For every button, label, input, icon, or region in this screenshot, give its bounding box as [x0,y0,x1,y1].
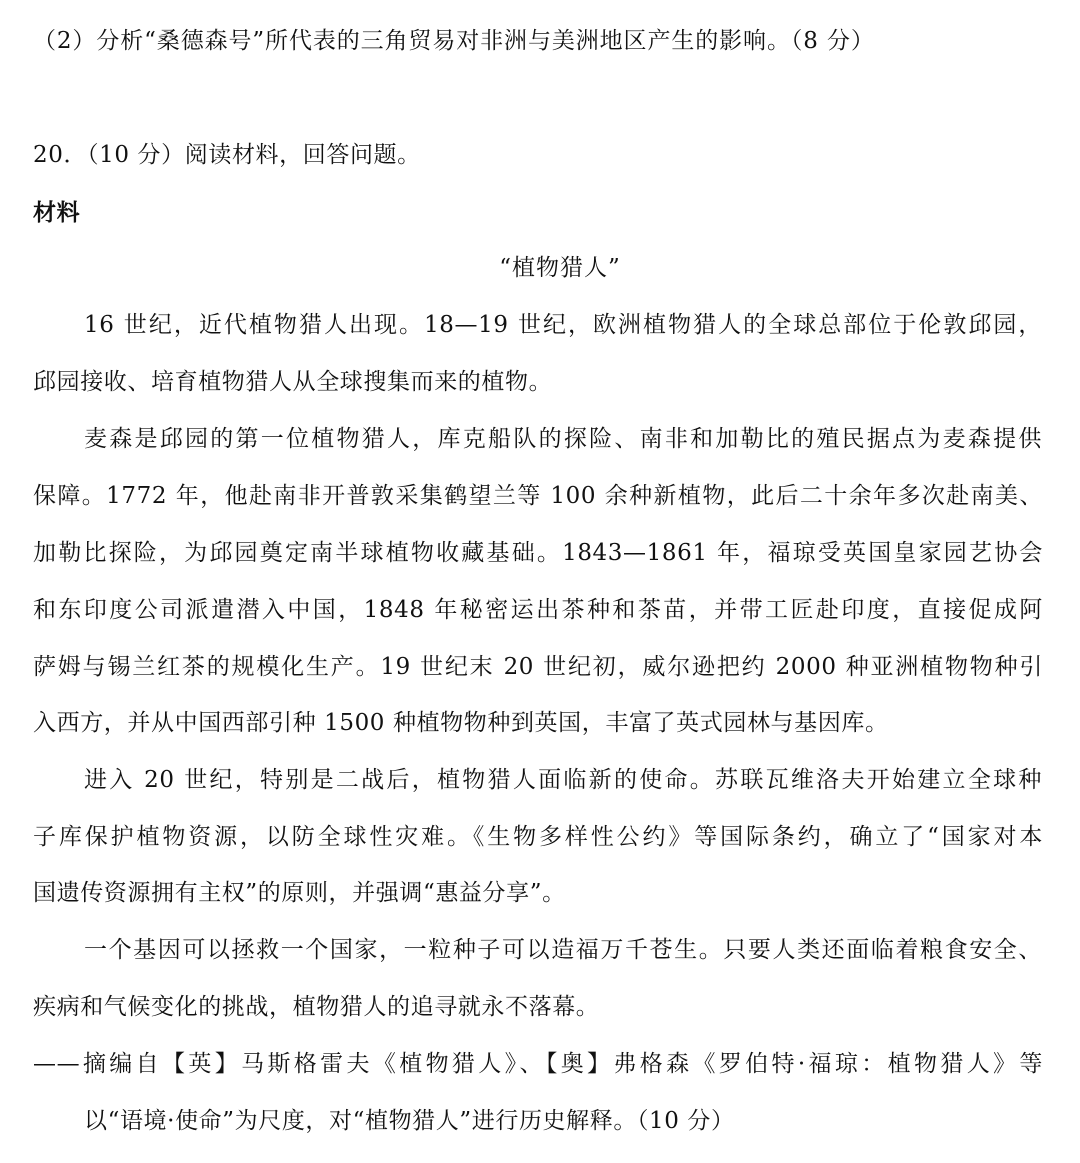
material-line: 加勒比探险，为邱园奠定南半球植物收藏基础。1843—1861 年，福琼受英国皇家园艺协会 [33,540,1043,566]
material-line: 邱园接收、培育植物猎人从全球搜集而来的植物。 [33,369,553,395]
question-task: 以“语境·使命”为尺度，对“植物猎人”进行历史解释。（10 分） [84,1108,735,1134]
material-line: 保障。1772 年，他赴南非开普敦采集鹤望兰等 100 余种新植物，此后二十余年多次赴南美、 [33,483,1043,509]
material-line: 麦森是邱园的第一位植物猎人，库克船队的探险、南非和加勒比的殖民据点为麦森提供 [84,426,1042,452]
material-label: 材料 [33,200,81,226]
material-line: 和东印度公司派遣潜入中国，1848 年秘密运出茶种和茶苗，并带工匠赴印度，直接促成阿 [33,597,1043,623]
question-2-text: （2）分析“桑德森号”所代表的三角贸易对非洲与美洲地区产生的影响。（8 分） [33,28,875,54]
material-line: 萨姆与锡兰红茶的规模化生产。19 世纪末 20 世纪初，威尔逊把约 2000 种亚洲植物物种引 [33,654,1043,680]
material-title: “植物猎人” [499,255,621,281]
material-line: 子库保护植物资源，以防全球性灾难。《生物多样性公约》等国际条约，确立了“国家对本 [33,824,1043,850]
material-line: 16 世纪，近代植物猎人出现。18—19 世纪，欧洲植物猎人的全球总部位于伦敦邱园， [84,312,1042,338]
material-line: 一个基因可以拯救一个国家，一粒种子可以造福万千苍生。只要人类还面临着粮食安全、 [84,937,1042,963]
question-20-header: 20．（10 分）阅读材料，回答问题。 [33,142,421,168]
material-source: ——摘编自【英】马斯格雷夫《植物猎人》、【奥】弗格森《罗伯特·福琼：植物猎人》等 [33,1051,1043,1077]
material-line: 疾病和气候变化的挑战，植物猎人的追寻就永不落幕。 [33,994,600,1020]
material-line: 入西方，并从中国西部引种 1500 种植物物种到英国，丰富了英式园林与基因库。 [33,710,889,736]
material-line: 国遗传资源拥有主权”的原则，并强调“惠益分享”。 [33,880,566,906]
material-line: 进入 20 世纪，特别是二战后，植物猎人面临新的使命。苏联瓦维洛夫开始建立全球种 [84,767,1042,793]
